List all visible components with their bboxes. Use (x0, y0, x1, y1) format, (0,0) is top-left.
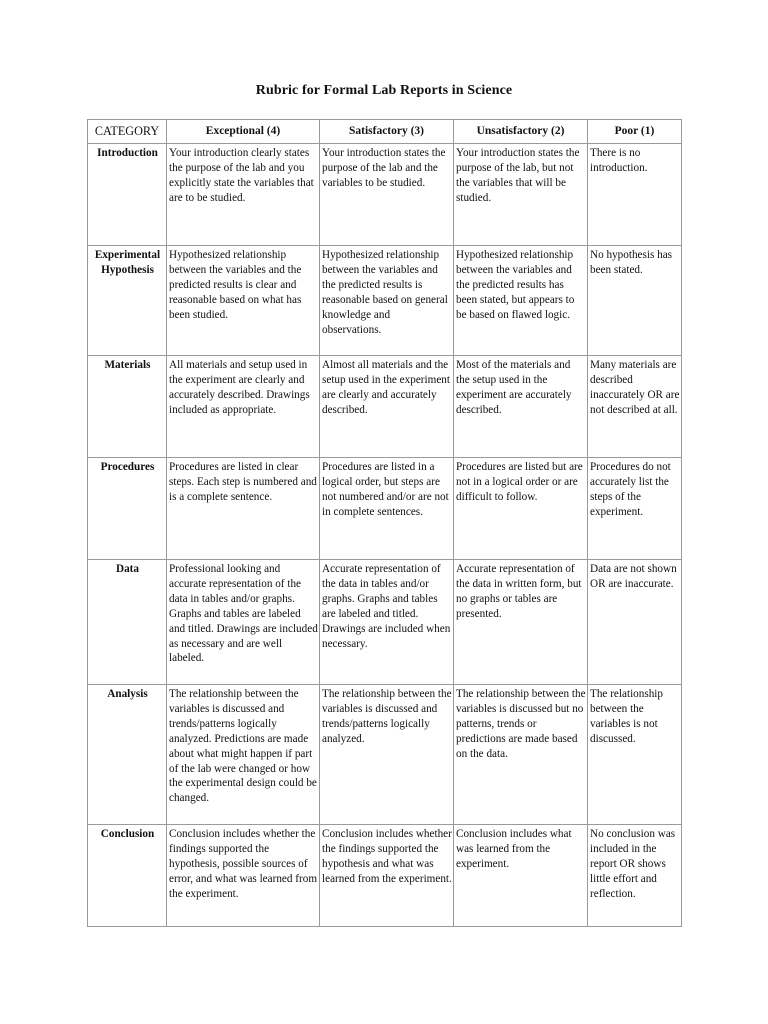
table-row (88, 685, 682, 825)
criteria-cell-unsatisfactory: Hypothesized relationship between the variables and the predicted results has been stated, but appears to be based on flawed logic. (454, 246, 588, 356)
category-cell: Conclusion (88, 825, 167, 927)
criteria-cell-satisfactory: Conclusion includes whether the findings supported the hypothesis and what was learned from the experiment. (320, 825, 454, 927)
criteria-cell-poor: The relationship between the variables is not discussed. (588, 685, 682, 825)
criteria-cell-poor: There is no introduction. (588, 144, 682, 246)
criteria-cell-satisfactory: Procedures are listed in a logical order, but steps are not numbered and/or are not in complete sentences. (320, 458, 454, 560)
criteria-cell-unsatisfactory: Procedures are listed but are not in a logical order or are difficult to follow. (454, 458, 588, 560)
criteria-cell-satisfactory: Accurate representation of the data in tables and/or graphs. Graphs and tables are labeled and titled. Drawings are included when necessary. (320, 560, 454, 685)
criteria-cell-poor: Many materials are described inaccurately OR are not described at all. (588, 356, 682, 458)
table-row (88, 560, 682, 685)
rubric-table (87, 119, 682, 927)
table-row (88, 144, 682, 246)
criteria-cell-satisfactory: Your introduction states the purpose of the lab and the variables to be studied. (320, 144, 454, 246)
criteria-cell-poor: No hypothesis has been stated. (588, 246, 682, 356)
category-cell: Procedures (88, 458, 167, 560)
document-title: Rubric for Formal Lab Reports in Science (255, 83, 513, 98)
category-cell: Data (88, 560, 167, 685)
criteria-cell-exceptional: Conclusion includes whether the findings supported the hypothesis, possible sources of error, and what was learned from the experiment. (167, 825, 320, 927)
criteria-cell-unsatisfactory: The relationship between the variables is discussed but no patterns, trends or predictions are made based on the data. (454, 685, 588, 825)
criteria-cell-poor: Procedures do not accurately list the steps of the experiment. (588, 458, 682, 560)
criteria-cell-exceptional: Hypothesized relationship between the variables and the predicted results is clear and reasonable based on what has been studied. (167, 246, 320, 356)
header-row (88, 120, 682, 144)
criteria-cell-exceptional: The relationship between the variables is discussed and trends/patterns logically analyzed. Predictions are made about what might happen if part of the lab were changed or how the experimental design could be changed. (167, 685, 320, 825)
table-row (88, 458, 682, 560)
criteria-cell-satisfactory: Hypothesized relationship between the variables and the predicted results is reasonable based on general knowledge and observations. (320, 246, 454, 356)
criteria-cell-unsatisfactory: Accurate representation of the data in written form, but no graphs or tables are presented. (454, 560, 588, 685)
criteria-cell-unsatisfactory: Most of the materials and the setup used in the experiment are accurately described. (454, 356, 588, 458)
header-satisfactory: Satisfactory (3) (320, 120, 454, 144)
table-row (88, 246, 682, 356)
table-row (88, 825, 682, 927)
criteria-cell-exceptional: Professional looking and accurate representation of the data in tables and/or graphs. Graphs and tables are labeled and titled. Drawings are included as necessary and are well labeled. (167, 560, 320, 685)
criteria-cell-exceptional: Procedures are listed in clear steps. Each step is numbered and is a complete sentence. (167, 458, 320, 560)
criteria-cell-poor: No conclusion was included in the report OR shows little effort and reflection. (588, 825, 682, 927)
category-cell: Materials (88, 356, 167, 458)
header-exceptional: Exceptional (4) (167, 120, 320, 144)
category-cell: Introduction (88, 144, 167, 246)
header-poor: Poor (1) (588, 120, 682, 144)
criteria-cell-unsatisfactory: Conclusion includes what was learned from the experiment. (454, 825, 588, 927)
rubric-body (88, 144, 682, 927)
criteria-cell-satisfactory: The relationship between the variables is discussed and trends/patterns logically analyzed. (320, 685, 454, 825)
criteria-cell-unsatisfactory: Your introduction states the purpose of the lab, but not the variables that will be studied. (454, 144, 588, 246)
rubric-header (88, 120, 682, 144)
header-unsatisfactory: Unsatisfactory (2) (454, 120, 588, 144)
criteria-cell-poor: Data are not shown OR are inaccurate. (588, 560, 682, 685)
criteria-cell-exceptional: All materials and setup used in the experiment are clearly and accurately described. Drawings included as appropriate. (167, 356, 320, 458)
table-row (88, 356, 682, 458)
category-cell: Experimental Hypothesis (88, 246, 167, 356)
criteria-cell-exceptional: Your introduction clearly states the purpose of the lab and you explicitly state the variables that are to be studied. (167, 144, 320, 246)
criteria-cell-satisfactory: Almost all materials and the setup used in the experiment are clearly and accurately described. (320, 356, 454, 458)
header-category: CATEGORY (88, 120, 167, 144)
category-cell: Analysis (88, 685, 167, 825)
